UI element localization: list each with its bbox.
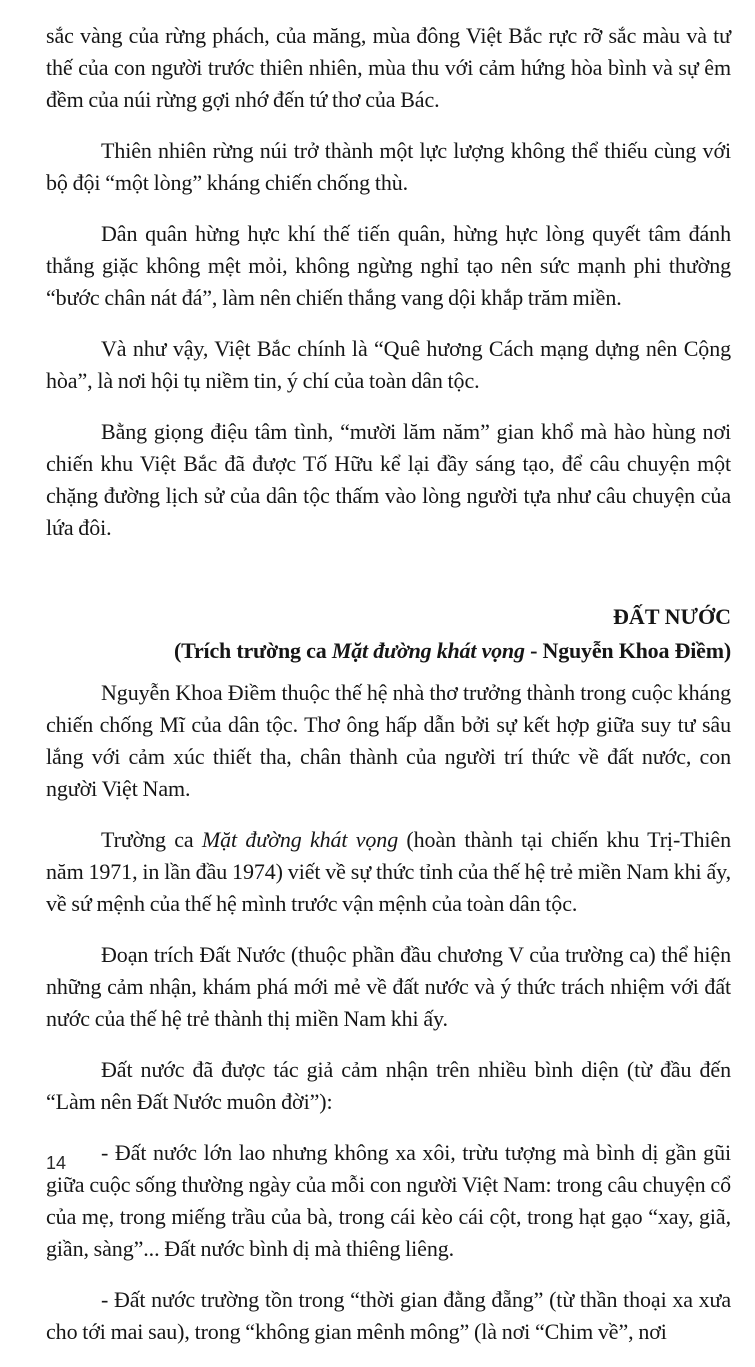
paragraph-tone: Bằng giọng điệu tâm tình, “mười lăm năm” gian khổ mà hào hùng nơi chiến khu Việt Bắc đã được Tố Hữu kể lại đầy sáng tạo, để câu chuyện một chặng đường lịch sử của dân tộc thấm vào lòng người tựa như câu chuyện của lứa đôi. [46,419,731,540]
paragraph-continuation: sắc vàng của rừng phách, của măng, mùa đông Việt Bắc rực rỡ sắc màu và tư thế của con người trước thiên nhiên, mùa thu với cảm hứng hòa bình và sự êm đềm của núi rừng gợi nhớ đến tứ thơ của Bác. [46,23,731,112]
epic-work-title: Mặt đường khát vọng [201,827,399,852]
paragraph-nature-force: Thiên nhiên rừng núi trở thành một lực lượng không thể thiếu cùng với bộ đội “một lòng” kháng chiến chống thù. [46,138,731,195]
section-subtitle [46,635,731,667]
paragraph-militia: Dân quân hừng hực khí thế tiến quân, hừng hực lòng quyết tâm đánh thắng giặc không mệt mỏi, không ngừng nghỉ tạo nên sức mạnh phi thường “bước chân nát đá”, làm nên chiến thắng vang dội khắp trăm miền. [46,221,731,310]
epic-prefix: Trường ca [101,827,202,852]
subtitle-work-title: Mặt đường khát vọng [331,638,525,663]
paragraph-homeland: Và như vậy, Việt Bắc chính là “Quê hương Cách mạng dựng nên Cộng hòa”, là nơi hội tụ niềm tin, ý chí của toàn dân tộc. [46,336,731,393]
section-title: ĐẤT NƯỚC [613,604,731,629]
paragraph-author-intro: Nguyễn Khoa Điềm thuộc thế hệ nhà thơ trưởng thành trong cuộc kháng chiến chống Mĩ của dân tộc. Thơ ông hấp dẫn bởi sự kết hợp giữa suy tư sâu lắng với cảm xúc thiết tha, chân thành của người trí thức về đất nước, con người Việt Nam. [46,680,731,801]
paragraph-aspects: Đất nước đã được tác giả cảm nhận trên nhiều bình diện (từ đầu đến “Làm nên Đất Nước muôn đời”): [46,1057,731,1114]
page-number: 14 [46,1153,67,1173]
subtitle-prefix: (Trích trường ca [174,638,332,663]
paragraph-epic-intro [46,824,731,920]
subtitle-suffix: - Nguyễn Khoa Điềm) [524,638,731,663]
paragraph-excerpt-intro: Đoạn trích Đất Nước (thuộc phần đầu chương V của trường ca) thể hiện những cảm nhận, khám phá mới mẻ về đất nước và ý thức trách nhiệm với đất nước của thế hệ trẻ thành thị miền Nam khi ấy. [46,942,731,1031]
epic-suffix: (hoàn thành tại chiến khu Trị-Thiên năm 1971, in lần đầu 1974) viết về sự thức tỉnh của thế hệ trẻ miền Nam khi ấy, về sứ mệnh của thế hệ mình trước vận mệnh của toàn dân tộc. [46,827,731,916]
paragraph-bullet-everyday: - Đất nước lớn lao nhưng không xa xôi, trừu tượng mà bình dị gần gũi giữa cuộc sống thường ngày của mỗi con người Việt Nam: trong câu chuyện cổ của mẹ, trong miếng trầu của bà, trong cái kèo cái cột, trong hạt gạo “xay, giã, giần, sàng”... Đất nước bình dị mà thiêng liêng. [46,1140,731,1261]
page-content [46,20,731,1367]
paragraph-bullet-time-space: - Đất nước trường tồn trong “thời gian đằng đẵng” (từ thần thoại xa xưa cho tới mai sau), trong “không gian mênh mông” (là nơi “Chim về”, nơi [46,1287,731,1344]
